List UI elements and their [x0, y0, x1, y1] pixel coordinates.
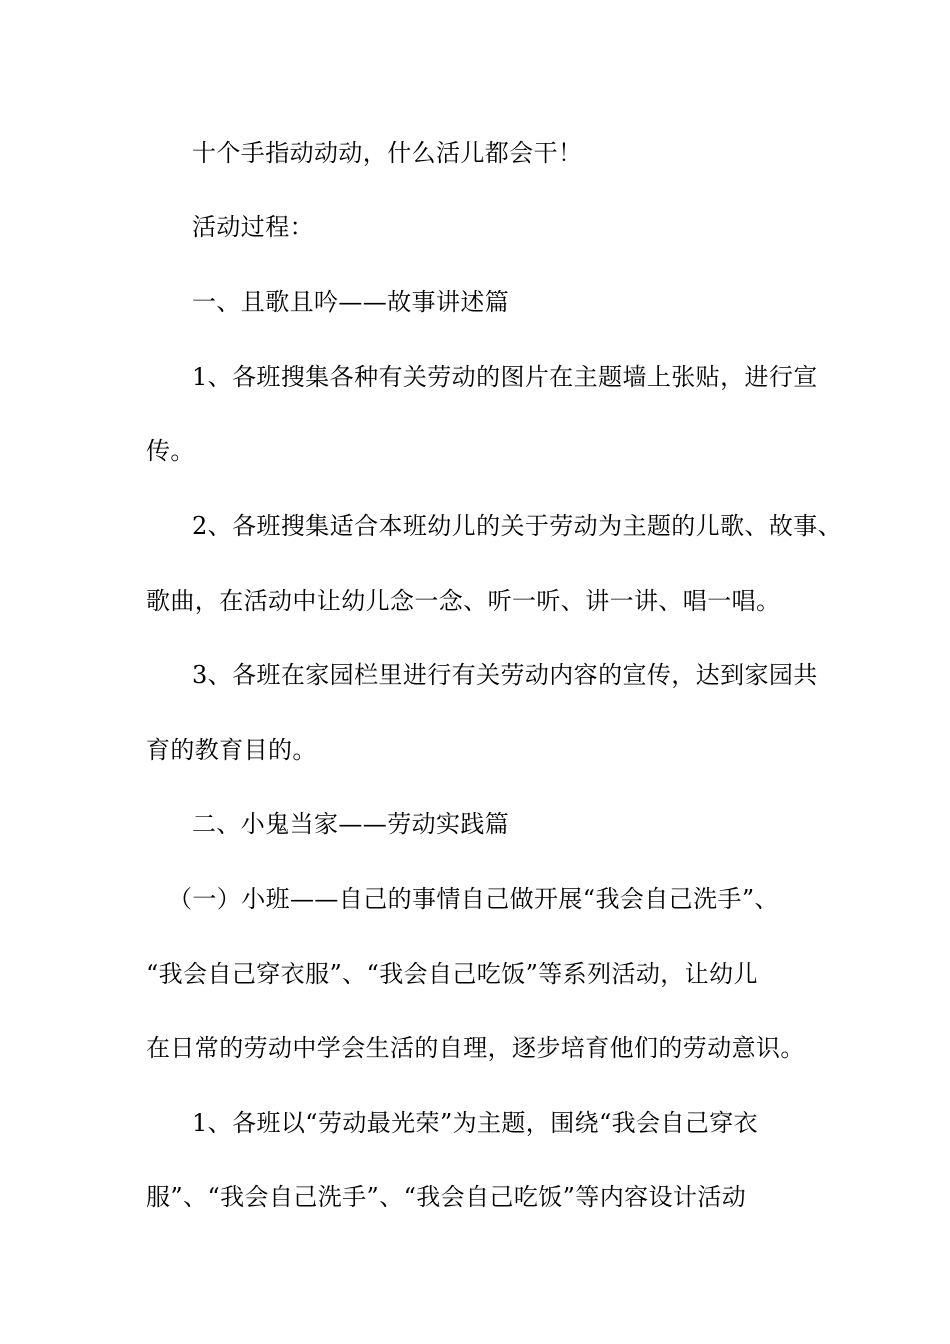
section-heading: 二、小鬼当家——劳动实践篇: [192, 810, 510, 838]
paragraph-line: 育的教育目的。: [146, 736, 317, 764]
section-heading: 一、且歌且吟——故事讲述篇: [192, 288, 510, 316]
paragraph-line: 2、各班搜集适合本班幼儿的关于劳动为主题的儿歌、故事、: [192, 512, 843, 540]
paragraph-line: 传。: [146, 437, 195, 465]
paragraph-line: 3、各班在家园栏里进行有关劳动内容的宣传，达到家园共: [192, 661, 818, 689]
paragraph-line: “我会自己穿衣服”、“我会自己吃饭”等系列活动，让幼儿: [146, 960, 758, 988]
paragraph-line: （一）小班——自己的事情自己做开展“我会自己洗手”、: [168, 885, 779, 913]
paragraph-line: 在日常的劳动中学会生活的自理，逐步培育他们的劳动意识。: [146, 1034, 805, 1062]
paragraph-line: 歌曲，在活动中让幼儿念一念、听一听、讲一讲、唱一唱。: [146, 587, 781, 615]
section-heading: 活动过程：: [192, 213, 314, 241]
paragraph-line: 1、各班以“劳动最光荣”为主题，围绕“我会自己穿衣: [192, 1109, 759, 1137]
paragraph-line: 十个手指动动动，什么活儿都会干！: [192, 139, 583, 167]
paragraph-line: 1、各班搜集各种有关劳动的图片在主题墙上张贴，进行宣: [192, 363, 818, 391]
paragraph-line: 服”、“我会自己洗手”、“我会自己吃饭”等内容设计活动: [146, 1183, 747, 1211]
